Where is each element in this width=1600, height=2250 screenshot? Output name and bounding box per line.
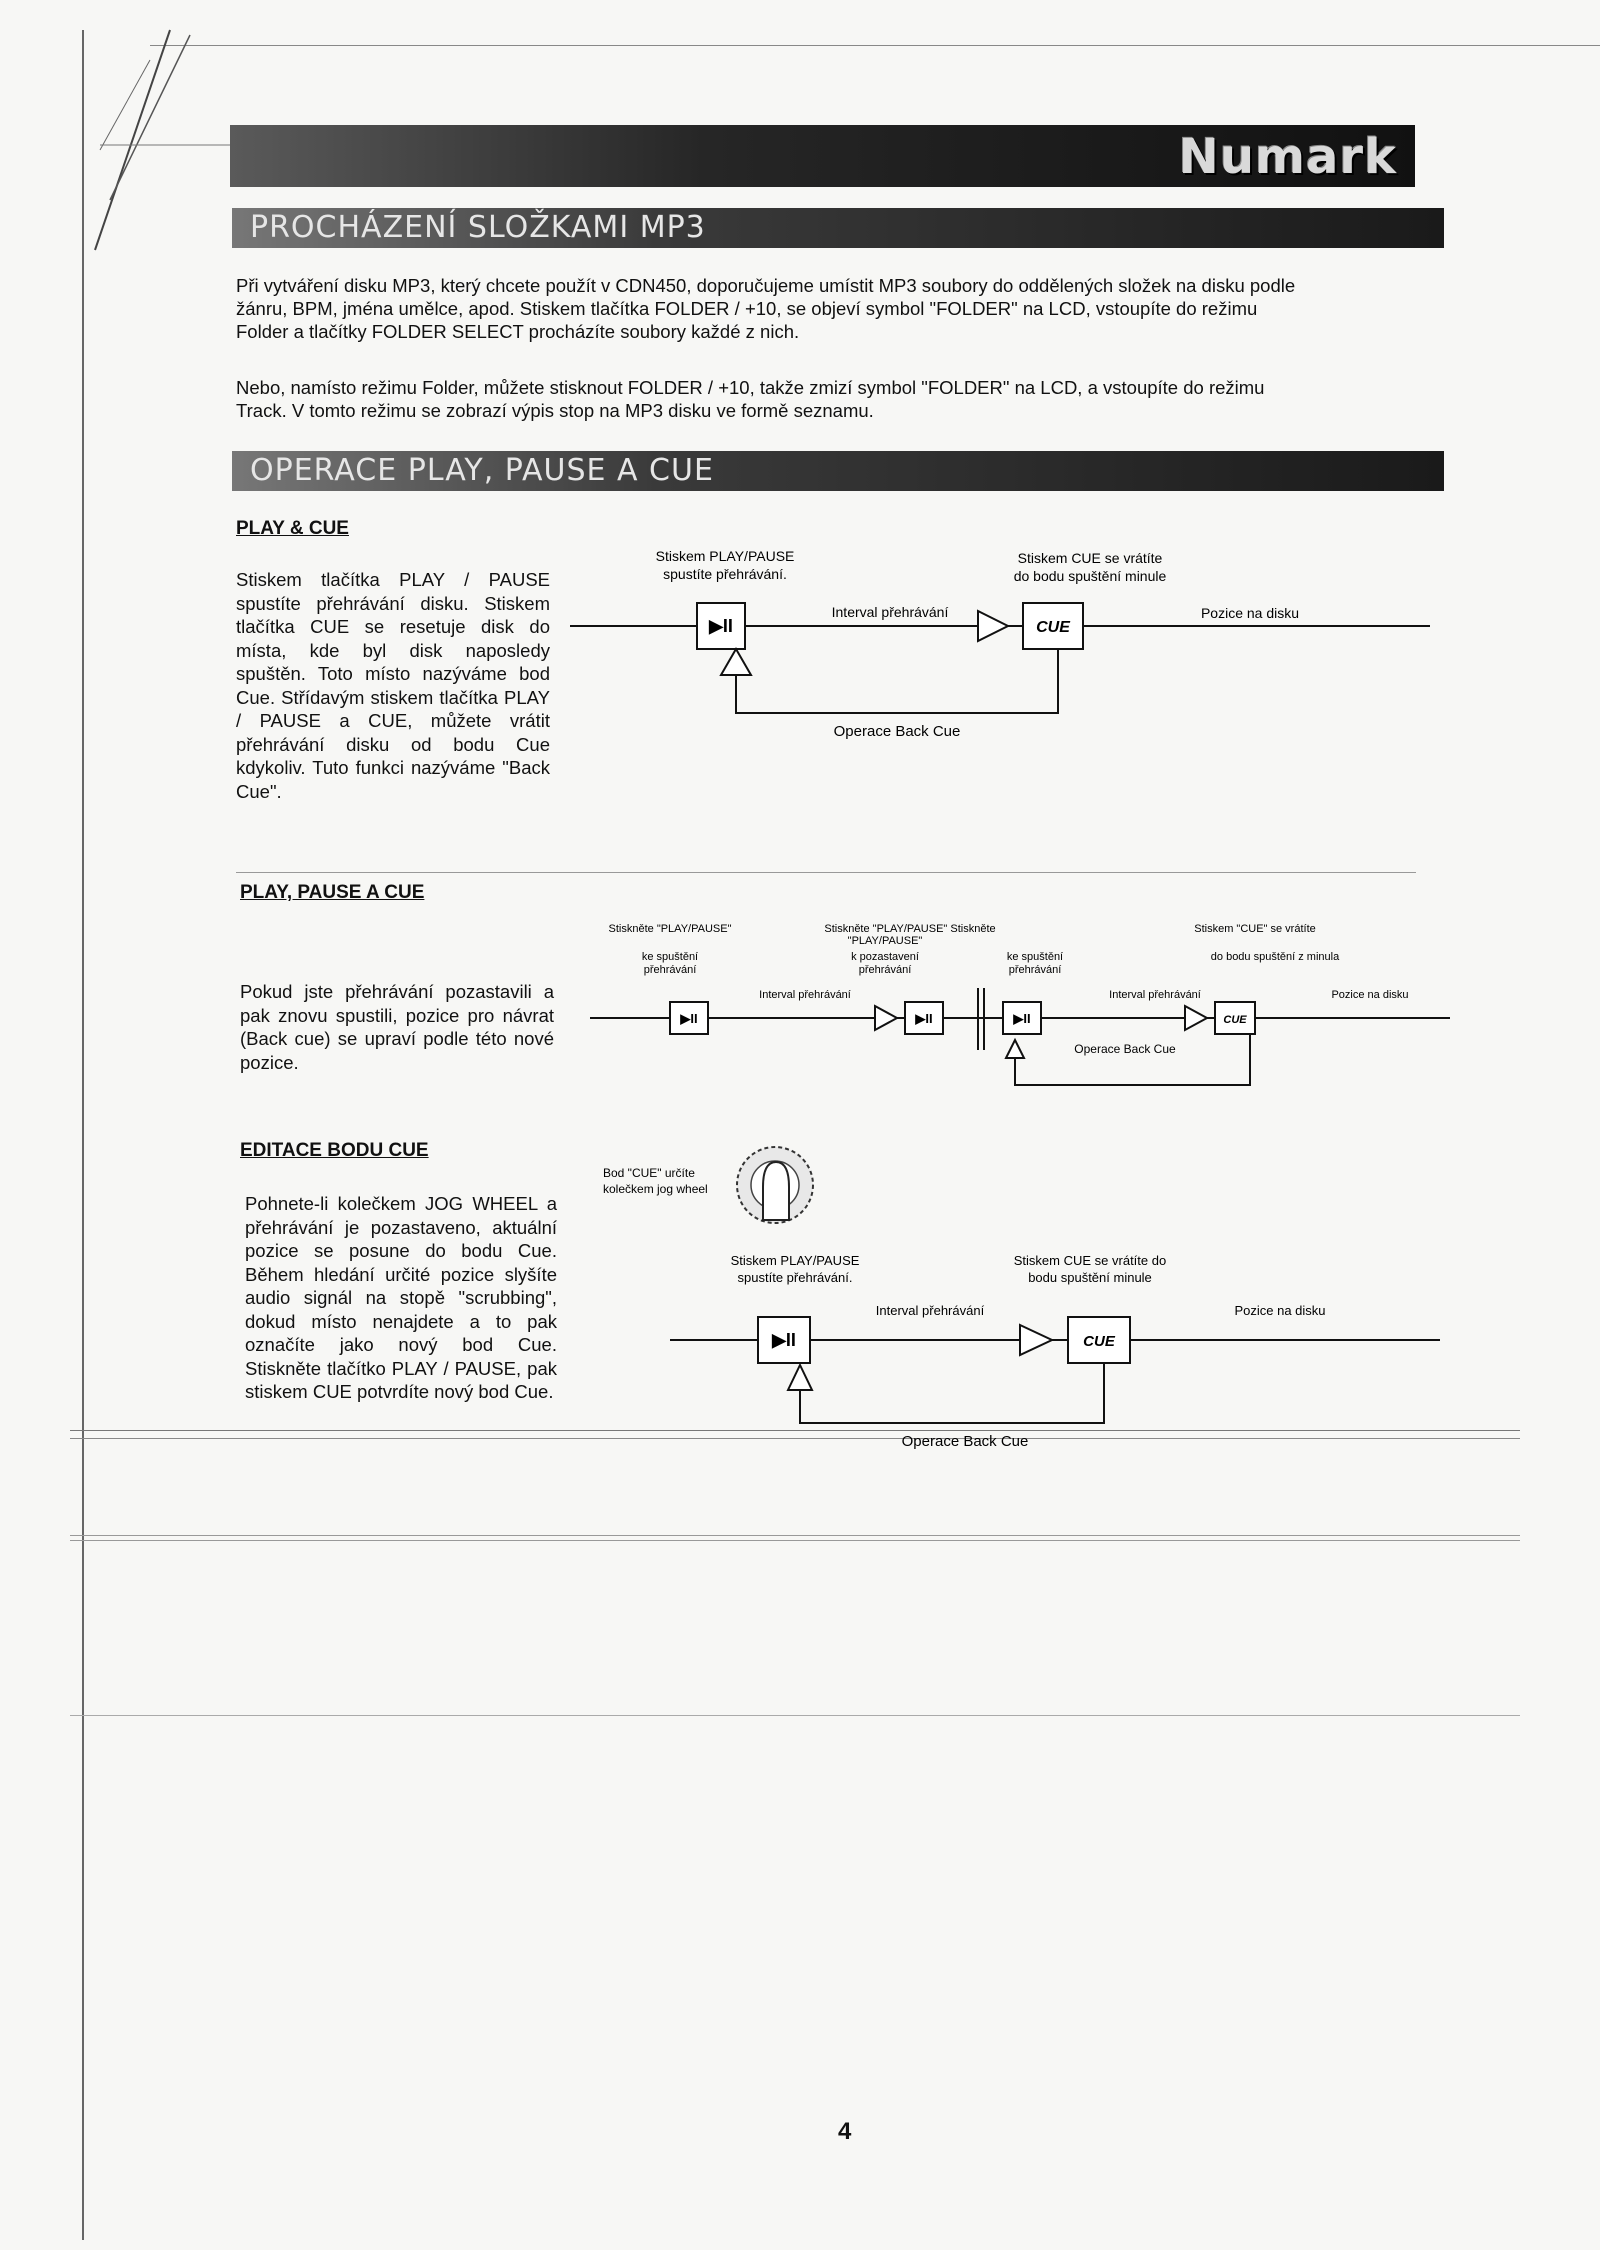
position-label: Pozice na disku bbox=[1200, 605, 1300, 621]
arrow-icon bbox=[875, 1006, 897, 1030]
cue-symbol: CUE bbox=[1036, 619, 1070, 636]
label: spustíte přehrávání. bbox=[663, 566, 787, 582]
cue-symbol: CUE bbox=[1223, 1014, 1247, 1026]
label: Stiskněte "PLAY/PAUSE" bbox=[608, 923, 732, 935]
header-bar bbox=[230, 125, 1415, 187]
cue-symbol: CUE bbox=[1083, 1333, 1115, 1350]
arrow-icon bbox=[1020, 1325, 1052, 1355]
play-cue-text: Stiskem tlačítka PLAY / PAUSE spustíte přehrávání disku. Stiskem tlačítka CUE se resetuje disk do místa, kde byl disk naposledy spuštěn. Toto místo nazýváme bod Cue. Střídavým stiskem tlačítka PLAY / PAUSE a CUE, můžete vrátit přehrávání disku od bodu Cue kdykoliv. Tuto funkci nazýváme "Back Cue". bbox=[236, 569, 550, 802]
label: Stiskem CUE se vrátíte bbox=[1017, 550, 1163, 566]
scan-corner-strokes bbox=[0, 0, 260, 280]
play-pause-symbol: ▶II bbox=[915, 1011, 933, 1026]
scan-line bbox=[70, 1715, 1520, 1716]
scan-margin-line bbox=[82, 30, 84, 2240]
folders-paragraph-2: Nebo, namísto režimu Folder, můžete stisknout FOLDER / +10, takže zmizí symbol "FOLDER" na LCD, a vstoupíte do režimu Track. V tomto režimu se zobrazí výpis stop na MP3 disku ve formě seznamu. bbox=[236, 377, 1265, 421]
label: Stiskem "CUE" se vrátíte bbox=[1194, 923, 1316, 935]
jog-label: Bod "CUE" určíte bbox=[603, 1166, 695, 1180]
play-pause-symbol: ▶II bbox=[772, 1330, 796, 1350]
back-cue-label: Operace Back Cue bbox=[901, 1433, 1029, 1450]
label: Stiskem PLAY/PAUSE bbox=[730, 1253, 860, 1268]
interval-label: Interval přehrávání bbox=[1109, 989, 1201, 1001]
label: "PLAY/PAUSE" bbox=[847, 935, 923, 947]
position-label: Pozice na disku bbox=[1234, 1303, 1326, 1318]
label: ke spuštění bbox=[641, 951, 699, 963]
heading-edit-cue: EDITACE BODU CUE bbox=[240, 1140, 429, 1161]
page-number: 4 bbox=[838, 2118, 852, 2145]
diagram-play-pause-cue bbox=[585, 920, 1455, 1100]
back-cue-loop bbox=[736, 649, 1058, 713]
scan-top-line bbox=[150, 45, 1600, 46]
edit-cue-text: Pohnete-li kolečkem JOG WHEEL a přehrávání je pozastaveno, aktuální pozice se posune do bodu Cue. Během hledání určité pozice slyšíte audio signál na stopě "scrubbing", dokud místo nenajdete a to pak označíte jako nový bod Cue. Stiskněte tlačítko PLAY / PAUSE, pak stiskem CUE potvrdíte nový bod Cue. bbox=[245, 1193, 557, 1402]
interval-label: Interval přehrávání bbox=[875, 1303, 985, 1318]
folders-paragraph-1: Při vytváření disku MP3, který chcete použít v CDN450, doporučujeme umístit MP3 soubory do oddělených složek na disku podle žánru, BPM, jména umělce, apod. Stiskem tlačítka FOLDER / +10, se objeví symbol "FOLDER" na LCD, vstoupíte do režimu Folder a tlačítky FOLDER SELECT procházíte soubory každé z nich. bbox=[236, 275, 1296, 342]
jog-wheel-icon bbox=[737, 1147, 813, 1223]
play-pause-symbol: ▶II bbox=[1013, 1011, 1031, 1026]
label: přehrávání bbox=[1008, 964, 1062, 976]
brand-logo: Numark bbox=[1178, 129, 1397, 185]
back-cue-loop bbox=[800, 1363, 1104, 1423]
label: Stiskem CUE se vrátíte do bbox=[1013, 1253, 1167, 1268]
up-arrow-icon bbox=[721, 649, 751, 675]
arrow-icon bbox=[1185, 1006, 1207, 1030]
diagram-edit-cue bbox=[600, 1140, 1450, 1460]
interval-label: Interval přehrávání bbox=[831, 604, 949, 620]
up-arrow-icon bbox=[1006, 1040, 1024, 1058]
play-pause-symbol: ▶II bbox=[680, 1011, 698, 1026]
label: Stiskněte "PLAY/PAUSE" Stiskněte bbox=[824, 923, 996, 935]
play-pause-cue-text: Pokud jste přehrávání pozastavili a pak znovu spustili, pozice pro návrat (Back cue) se upraví podle této nové pozice. bbox=[240, 981, 554, 1073]
scan-line bbox=[70, 1540, 1520, 1541]
label: k pozastavení bbox=[851, 951, 919, 963]
label: přehrávání bbox=[643, 964, 697, 976]
label: přehrávání bbox=[858, 964, 912, 976]
back-cue-label: Operace Back Cue bbox=[1074, 1042, 1176, 1056]
up-arrow-icon bbox=[788, 1365, 812, 1390]
label: ke spuštění bbox=[1006, 951, 1064, 963]
label: spustíte přehrávání. bbox=[737, 1270, 853, 1285]
divider bbox=[236, 872, 1416, 873]
section-title-folders: PROCHÁZENÍ SLOŽKAMI MP3 bbox=[232, 208, 1444, 248]
diagram-play-cue bbox=[560, 545, 1440, 745]
back-cue-label: Operace Back Cue bbox=[833, 723, 961, 740]
jog-label: kolečkem jog wheel bbox=[603, 1182, 708, 1196]
label: Stiskem PLAY/PAUSE bbox=[655, 548, 795, 564]
label: do bodu spuštění z minula bbox=[1210, 951, 1340, 963]
scan-line bbox=[70, 1535, 1520, 1536]
section-title-play: OPERACE PLAY, PAUSE A CUE bbox=[232, 451, 1444, 491]
heading-play-pause-cue: PLAY, PAUSE A CUE bbox=[240, 882, 425, 903]
label: do bodu spuštění minule bbox=[1013, 568, 1167, 584]
position-label: Pozice na disku bbox=[1331, 989, 1409, 1001]
heading-play-cue: PLAY & CUE bbox=[236, 518, 349, 539]
label: bodu spuštění minule bbox=[1028, 1270, 1152, 1285]
arrow-icon bbox=[978, 611, 1008, 641]
play-pause-symbol: ▶II bbox=[709, 616, 733, 636]
interval-label: Interval přehrávání bbox=[759, 989, 851, 1001]
